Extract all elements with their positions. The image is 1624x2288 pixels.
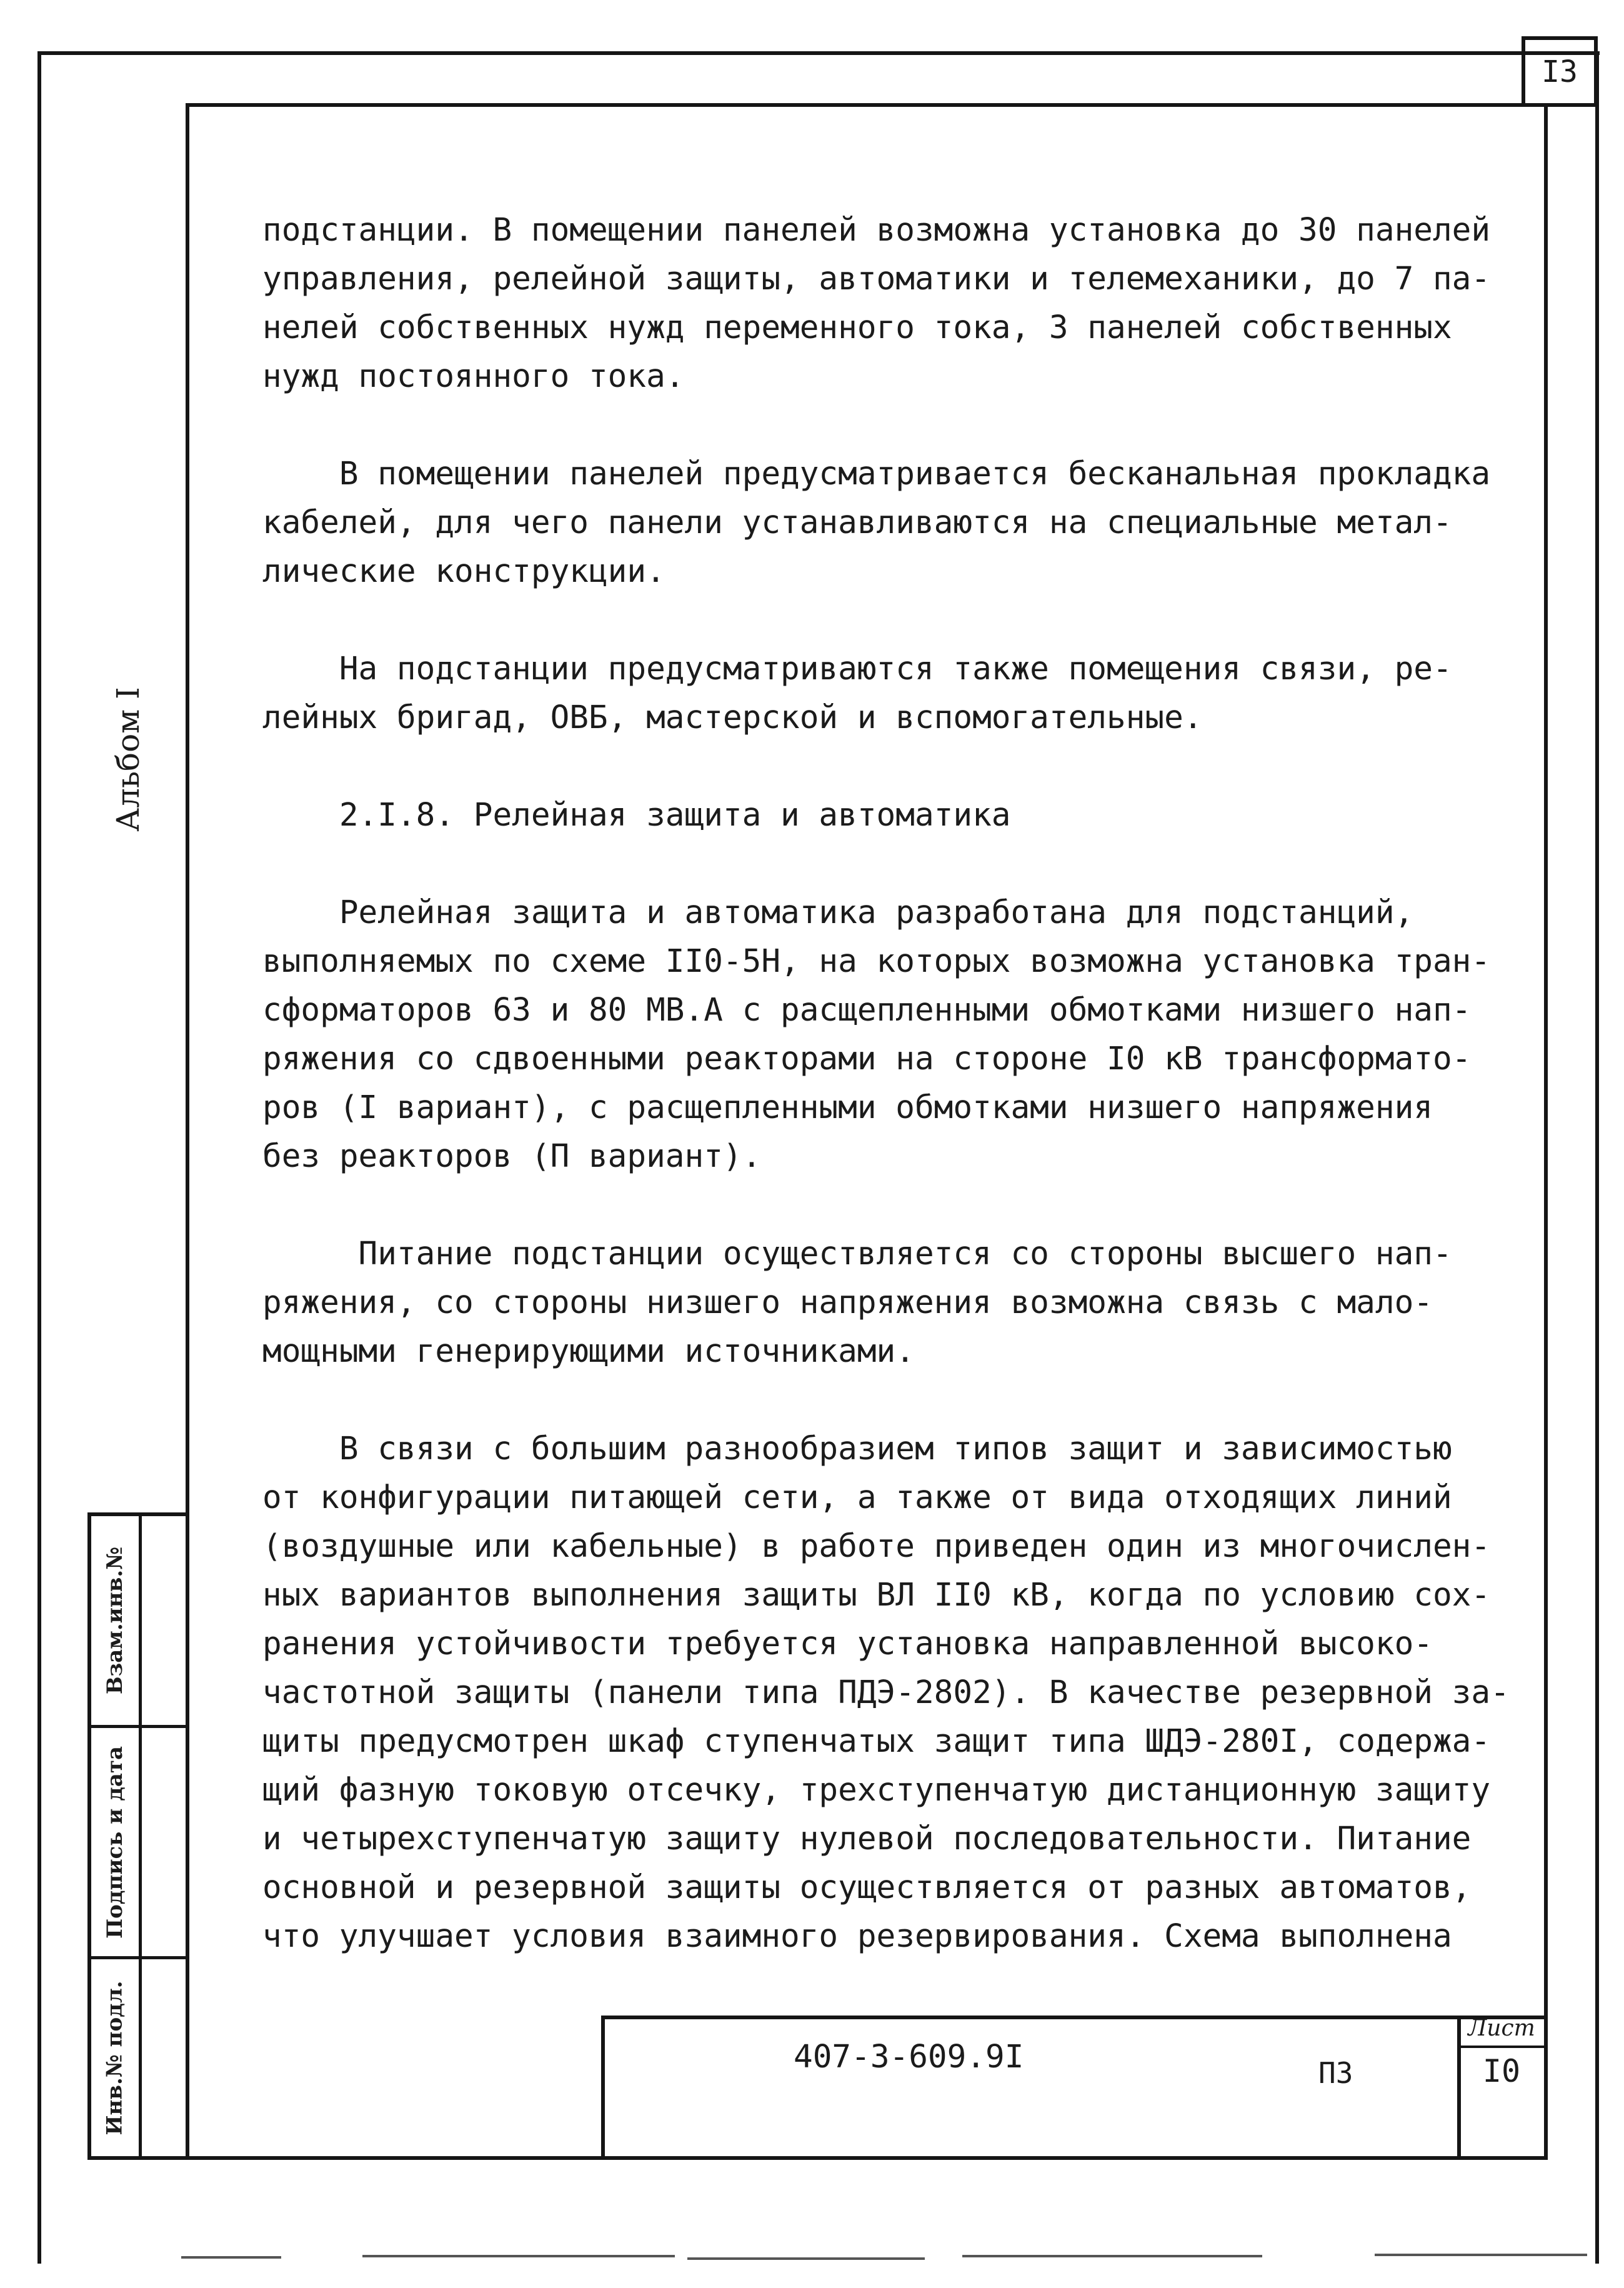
- p5-line1: Релейная защита и автоматика разработана для подстанций,: [262, 894, 1414, 931]
- inner-frame-bottom: [87, 2156, 1548, 2160]
- p2-line2: кабелей, для чего панели устанавливаются на специальные метал-: [262, 504, 1452, 541]
- album-label: [103, 687, 153, 832]
- p2-line3: лические конструкции.: [262, 553, 665, 590]
- p7-line3: (воздушные или кабельные) в работе приведен один из многочислен-: [262, 1528, 1491, 1565]
- p5-line6: без реакторов (П вариант).: [262, 1138, 762, 1175]
- stamp-original-inv-text: Инв.№ подл.: [102, 1980, 128, 2136]
- title-block-left: [601, 2016, 605, 2159]
- p7-line9: и четырехступенчатую защиту нулевой последовательности. Питание: [262, 1821, 1472, 1857]
- outer-frame-right: [1595, 51, 1599, 2264]
- sheet-number: I0: [1482, 2053, 1521, 2089]
- section-heading: 2.I.8. Релейная защита и автоматика: [262, 797, 1011, 834]
- scan-artifact: [962, 2255, 1262, 2257]
- p3-line2: лейных бригад, ОВБ, мастерской и вспомогательные.: [262, 699, 1203, 736]
- p7-line2: от конфигурации питающей сети, а также от вида отходящих линий: [262, 1479, 1452, 1516]
- stamp-signature-date-text: Подпись и дата: [102, 1746, 128, 1939]
- inner-frame-top: [186, 103, 1548, 107]
- p1-line1: подстанции. В помещении панелей возможна установка до 30 панелей: [262, 212, 1491, 249]
- p7-line5: ранения устойчивости требуется установка направленной высоко-: [262, 1626, 1433, 1662]
- p7-line1: В связи с большим разнообразием типов защит и зависимостью: [262, 1431, 1452, 1467]
- p5-line5: ров (I вариант), с расщепленными обмотками низшего напряжения: [262, 1089, 1433, 1126]
- p7-line6: частотной защиты (панели типа ПДЭ-2802). В качестве резервной за-: [262, 1674, 1510, 1711]
- p5-line2: выполняемых по схеме II0-5Н, на которых возможна установка тран-: [262, 943, 1491, 980]
- p1-line3: нелей собственных нужд переменного тока, 3 панелей собственных: [262, 309, 1452, 346]
- p7-line8: щий фазную токовую отсечку, трехступенчатую дистанционную защиту: [262, 1772, 1491, 1809]
- stamp-replacement-inv: [91, 1516, 139, 1725]
- album-label-text: Альбом I: [110, 687, 146, 832]
- p6-line2: ряжения, со стороны низшего напряжения возможна связь с мало-: [262, 1284, 1433, 1321]
- p7-line10: основной и резервной защиты осуществляется от разных автоматов,: [262, 1869, 1472, 1906]
- document-code: 407-3-609.9I: [794, 2039, 1024, 2076]
- p1-line4: нужд постоянного тока.: [262, 358, 685, 395]
- document-type: ПЗ: [1318, 2056, 1353, 2090]
- title-block-sheet-hline: [1457, 2046, 1548, 2048]
- p7-line11: что улучшает условия взаимного резервирования. Схема выполнена: [262, 1918, 1452, 1955]
- p2-line1: В помещении панелей предусматривается бесканальная прокладка: [262, 456, 1491, 492]
- p3-line1: На подстанции предусматриваются также помещения связи, ре-: [262, 651, 1452, 687]
- p6-line3: мощными генерирующими источниками.: [262, 1333, 915, 1370]
- stamp-signature-date: [91, 1728, 139, 1956]
- outer-frame-top: [37, 51, 1600, 55]
- stamp-original-inv: [91, 1959, 139, 2156]
- scan-artifact: [1375, 2254, 1587, 2256]
- p7-line7: щиты предусмотрен шкаф ступенчатых защит типа ШДЭ-280I, содержа-: [262, 1723, 1491, 1760]
- stamp-column-divider: [139, 1512, 142, 2159]
- p6-line1: Питание подстанции осуществляется со стороны высшего нап-: [262, 1236, 1452, 1272]
- p7-line4: ных вариантов выполнения защиты ВЛ II0 кВ, когда по условию сох-: [262, 1577, 1491, 1614]
- scan-artifact: [687, 2257, 925, 2260]
- title-block-top: [601, 2016, 1548, 2019]
- sheet-label: Лист: [1468, 2016, 1535, 2041]
- inner-frame-right: [1544, 103, 1548, 2159]
- body-text: [262, 206, 1512, 1961]
- scan-artifact: [181, 2256, 281, 2259]
- outer-frame-left: [37, 51, 41, 2264]
- corner-sheet-number: I3: [1522, 36, 1598, 107]
- scan-artifact: [362, 2255, 675, 2257]
- p1-line2: управления, релейной защиты, автоматики и телемеханики, до 7 па-: [262, 261, 1491, 297]
- p5-line4: ряжения со сдвоенными реакторами на стороне I0 кВ трансформато-: [262, 1041, 1472, 1077]
- inner-frame-left: [186, 103, 189, 2159]
- stamp-replacement-inv-text: Взам.инв.№: [102, 1546, 128, 1695]
- p5-line3: сформаторов 63 и 80 МВ.А с расщепленными обмотками низшего нап-: [262, 992, 1472, 1029]
